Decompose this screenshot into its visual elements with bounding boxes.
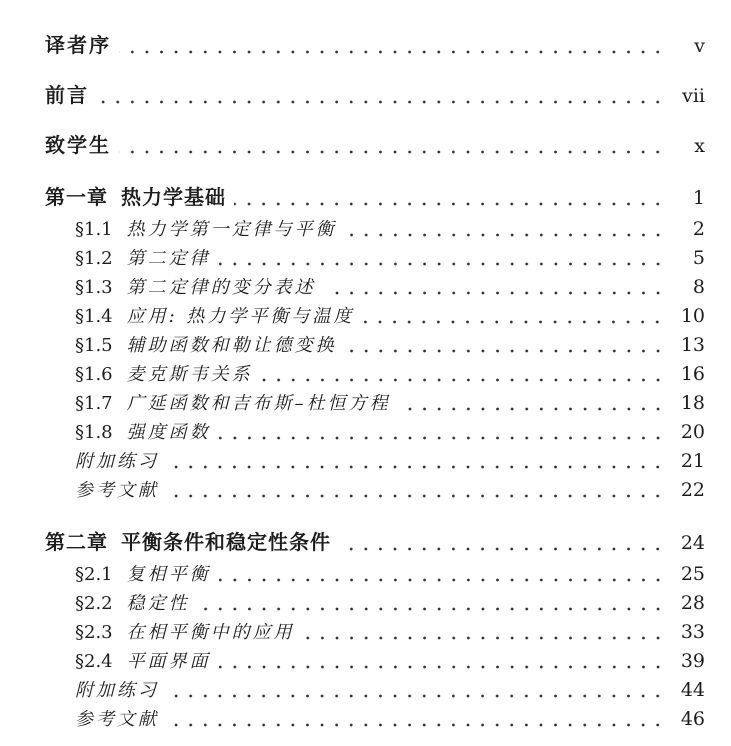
section-title: 第二定律的变分表述 (126, 277, 316, 298)
page-number: 5 (692, 247, 705, 269)
toc-section-entry (45, 705, 705, 734)
toc-section-entry (45, 273, 705, 302)
toc-front-entry (45, 132, 705, 160)
page-number: vii (682, 85, 705, 107)
dot-leader (345, 331, 667, 360)
toc-list (45, 32, 705, 734)
section-number: §1.6 (75, 364, 113, 385)
page-number: 16 (680, 363, 705, 385)
section-number: §2.1 (75, 564, 113, 585)
section-number: §2.3 (75, 622, 113, 643)
toc-section-entry (45, 331, 705, 360)
dot-leader (339, 528, 667, 558)
dot-leader (167, 676, 667, 705)
section-title: 麦克斯韦关系 (126, 364, 253, 385)
toc-section-entry (45, 302, 705, 331)
dot-leader (362, 302, 667, 331)
section-number: §1.8 (75, 422, 113, 443)
dot-leader (97, 82, 667, 110)
section-title: 附加练习 (75, 680, 159, 701)
section-title: 第二定律 (126, 248, 211, 269)
dot-leader (119, 32, 667, 60)
toc-section-entry (45, 360, 705, 389)
toc-section-entry (45, 676, 705, 705)
section-number: §2.4 (75, 651, 113, 672)
page-number: 25 (680, 563, 705, 585)
toc-chapter-entry (45, 183, 705, 213)
dot-leader (198, 589, 667, 618)
dot-leader (119, 132, 667, 160)
section-title: 稳定性 (126, 593, 190, 614)
page-number: 10 (680, 305, 705, 327)
entry-title: 译者序 (45, 35, 111, 57)
dot-leader (303, 618, 667, 647)
toc-section-entry (45, 418, 705, 447)
page-number: 21 (680, 450, 705, 472)
page-number: 46 (680, 708, 705, 730)
toc-chapter-entry (45, 528, 705, 558)
entry-title: 前言 (45, 85, 89, 107)
page-number: 18 (680, 392, 705, 414)
dot-leader (399, 389, 667, 418)
toc-section-entry (45, 560, 705, 589)
section-title: 广延函数和吉布斯–杜恒方程 (126, 393, 391, 414)
toc-section-entry (45, 244, 705, 273)
section-title: 参考文献 (75, 480, 159, 501)
section-title: 在相平衡中的应用 (126, 622, 295, 643)
dot-leader (324, 273, 667, 302)
section-title: 参考文献 (75, 709, 159, 730)
toc-section-entry (45, 647, 705, 676)
dot-leader (234, 183, 667, 213)
section-number: §1.2 (75, 248, 113, 269)
page-number: 13 (680, 334, 705, 356)
toc-section-entry (45, 618, 705, 647)
toc-section-entry (45, 589, 705, 618)
toc-front-entry (45, 82, 705, 110)
page-number: 24 (680, 532, 705, 554)
section-number: §1.5 (75, 335, 113, 356)
page-number: 22 (680, 479, 705, 501)
entry-title: 致学生 (45, 135, 111, 157)
page-number: 1 (692, 187, 705, 209)
section-number: §2.2 (75, 593, 113, 614)
section-number: §1.3 (75, 277, 113, 298)
page-number: 2 (692, 218, 705, 240)
dot-leader (219, 244, 667, 273)
section-title: 复相平衡 (126, 564, 211, 585)
page-number: 33 (680, 621, 705, 643)
page-number: 20 (680, 421, 705, 443)
dot-leader (219, 560, 667, 589)
section-title: 平面界面 (126, 651, 211, 672)
section-title: 应用: 热力学平衡与温度 (126, 306, 355, 327)
chapter-label: 第二章 (45, 532, 108, 554)
toc-section-entry (45, 389, 705, 418)
toc-section-entry (45, 447, 705, 476)
toc-front-entry (45, 32, 705, 60)
section-title: 强度函数 (126, 422, 211, 443)
chapter-title: 平衡条件和稳定性条件 (121, 532, 331, 554)
dot-leader (261, 360, 667, 389)
toc-section-entry (45, 476, 705, 505)
page-number: 8 (692, 276, 705, 298)
page-number: 44 (680, 679, 705, 701)
section-number: §1.4 (75, 306, 113, 327)
section-number: §1.1 (75, 219, 113, 240)
chapter-title: 热力学基础 (121, 187, 226, 209)
page-number: v (694, 35, 705, 57)
dot-leader (345, 215, 667, 244)
dot-leader (219, 418, 667, 447)
section-title: 热力学第一定律与平衡 (126, 219, 337, 240)
page-number: 39 (680, 650, 705, 672)
dot-leader (167, 476, 667, 505)
chapter-label: 第一章 (45, 187, 108, 209)
dot-leader (167, 705, 667, 734)
page-number: 28 (680, 592, 705, 614)
page-number: x (694, 135, 705, 157)
dot-leader (219, 647, 667, 676)
section-title: 辅助函数和勒让德变换 (126, 335, 337, 356)
section-number: §1.7 (75, 393, 113, 414)
toc-section-entry (45, 215, 705, 244)
section-title: 附加练习 (75, 451, 159, 472)
dot-leader (167, 447, 667, 476)
